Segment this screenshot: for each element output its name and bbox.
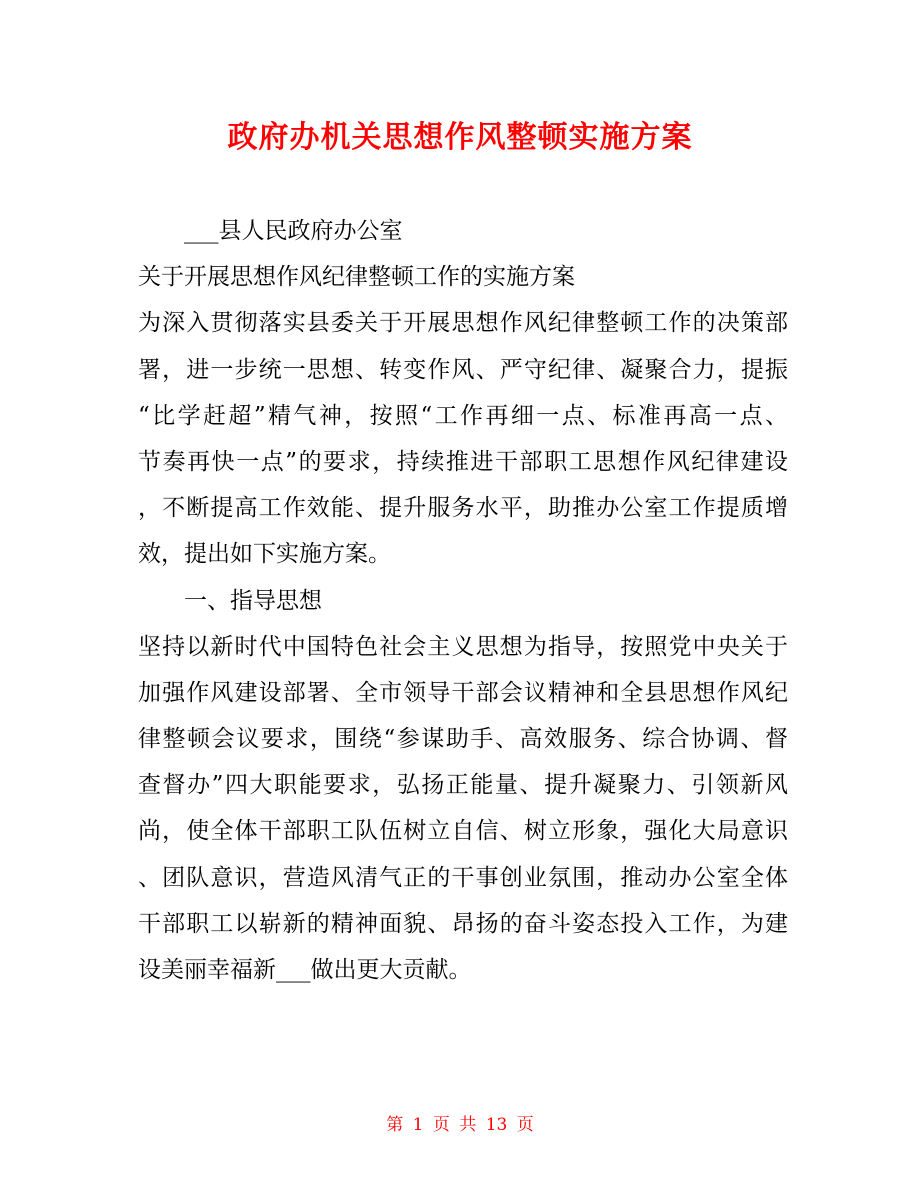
paragraph-line: 署，进一步统一思想、转变作风、严守纪律、凝聚合力，提振 xyxy=(138,356,788,383)
paragraph-line: 节奏再快一点”的要求，持续推进干部职工思想作风纪律建设 xyxy=(138,448,788,475)
paragraph-line: 干部职工以崭新的精神面貌、昂扬的奋斗姿态投入工作，为建 xyxy=(138,910,788,937)
page-number-footer: 第 1 页 共 13 页 xyxy=(386,1115,534,1135)
document-body xyxy=(138,208,788,993)
paragraph-line: 效，提出如下实施方案。 xyxy=(138,541,391,568)
intro-paragraph xyxy=(138,300,788,577)
paragraph-line: 查督办”四大职能要求，弘扬正能量、提升凝聚力、引领新风 xyxy=(138,772,788,799)
issuer-line: ___县人民政府办公室 xyxy=(184,218,403,244)
paragraph-line: 坚持以新时代中国特色社会主义思想为指导，按照党中央关于 xyxy=(138,633,788,660)
section1-paragraph xyxy=(138,624,788,994)
subtitle-line: 关于开展思想作风纪律整顿工作的实施方案 xyxy=(138,264,575,291)
paragraph-line: 、团队意识，营造风清气正的干事创业氛围，推动办公室全体 xyxy=(138,864,788,891)
paragraph-line: 尚，使全体干部职工队伍树立自信、树立形象，强化大局意识 xyxy=(138,818,788,845)
paragraph-line: 律整顿会议要求，围绕“参谋助手、高效服务、综合协调、督 xyxy=(138,726,788,753)
paragraph-line: “比学赶超”精气神，按照“工作再细一点、标准再高一点、 xyxy=(138,402,788,429)
paragraph-line: 为深入贯彻落实县委关于开展思想作风纪律整顿工作的决策部 xyxy=(138,310,788,337)
paragraph-line: 加强作风建设部署、全市领导干部会议精神和全县思想作风纪 xyxy=(138,679,788,706)
document-title: 政府办机关思想作风整顿实施方案 xyxy=(227,120,693,155)
paragraph-line: 设美丽幸福新___做出更大贡献。 xyxy=(138,957,472,983)
paragraph-line: ，不断提高工作效能、提升服务水平，助推办公室工作提质增 xyxy=(138,495,788,522)
section-heading: 一、指导思想 xyxy=(184,587,322,614)
